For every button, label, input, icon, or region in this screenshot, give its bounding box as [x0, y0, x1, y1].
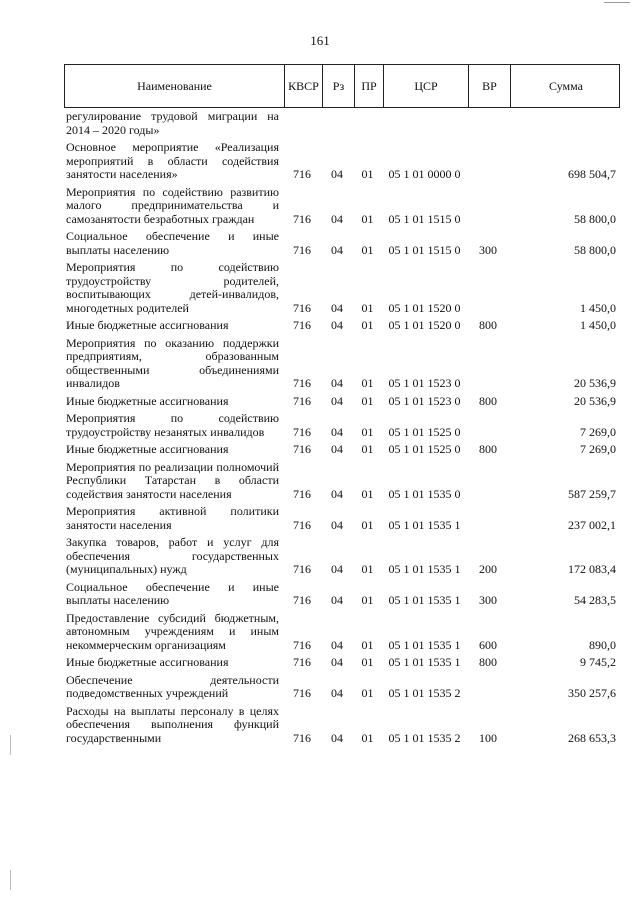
row-name: Иные бюджетные ассигнования — [66, 393, 229, 408]
row-pr: 01 — [361, 211, 374, 226]
row-sum: 7 269,0 — [580, 442, 616, 456]
row-sum: 54 283,5 — [574, 593, 616, 607]
row-name: Основное мероприятие «Реализация мероприятий в области содействия занятости населения» — [66, 140, 279, 181]
row-csr: 05 1 01 1525 0 — [388, 424, 461, 439]
row-kvsr: 716 — [293, 442, 311, 456]
table-row — [64, 261, 620, 315]
header-pr: ПР — [354, 65, 383, 107]
row-csr: 05 1 01 1535 2 — [388, 686, 461, 700]
row-rz: 04 — [331, 393, 343, 408]
row-rz: 04 — [331, 562, 343, 576]
row-rz: 04 — [331, 167, 343, 181]
row-rz: 04 — [331, 686, 343, 700]
row-name: Иные бюджетные ассигнования — [66, 318, 229, 332]
table-header — [64, 64, 620, 108]
row-csr: 05 1 01 1520 0 — [388, 318, 461, 332]
table-row — [64, 656, 620, 670]
row-csr: 05 1 01 1515 0 — [388, 211, 461, 226]
row-csr: 05 1 01 1523 0 — [388, 393, 461, 408]
row-sum: 7 269,0 — [580, 424, 616, 439]
row-sum: 1 450,0 — [580, 318, 616, 332]
row-name: Расходы на выплаты персоналу в целях обеспечения выполнения функций государственными — [66, 703, 279, 745]
scan-margin-mark — [10, 735, 11, 755]
table-row — [64, 461, 620, 502]
table-row — [64, 705, 620, 746]
row-vr: 200 — [479, 562, 497, 576]
header-csr: ЦСР — [383, 65, 468, 107]
row-pr: 01 — [361, 686, 374, 700]
row-pr: 01 — [361, 517, 374, 532]
row-pr: 01 — [361, 393, 374, 408]
scan-corner-mark — [604, 2, 630, 3]
row-rz: 04 — [331, 442, 343, 456]
row-rz: 04 — [331, 593, 343, 607]
row-rz: 04 — [331, 730, 343, 745]
row-rz: 04 — [331, 376, 343, 390]
row-kvsr: 716 — [293, 686, 311, 700]
row-kvsr: 716 — [293, 517, 311, 532]
row-csr: 05 1 01 1520 0 — [388, 300, 461, 315]
row-kvsr: 716 — [293, 300, 311, 315]
row-name: Предоставление субсидий бюджетным, автономным учреждениям и иным некоммерческим организациям — [66, 610, 279, 652]
row-name: регулирование трудовой миграции на 2014 – 2020 годы» — [66, 109, 279, 137]
row-sum: 20 536,9 — [574, 393, 616, 408]
row-kvsr: 716 — [293, 730, 311, 745]
row-pr: 01 — [361, 593, 374, 607]
table-row — [64, 337, 620, 391]
table-row — [64, 505, 620, 532]
row-kvsr: 716 — [293, 211, 311, 226]
row-vr: 800 — [479, 318, 497, 332]
table-row — [64, 674, 620, 701]
row-name: Мероприятия по содействию трудоустройству незанятых инвалидов — [66, 411, 279, 439]
row-name: Обеспечение деятельности подведомственных учреждений — [66, 672, 279, 700]
row-vr: 800 — [479, 393, 497, 408]
budget-table — [64, 64, 620, 745]
row-kvsr: 716 — [293, 486, 311, 501]
table-row — [64, 186, 620, 227]
row-csr: 05 1 01 1535 1 — [388, 562, 461, 576]
row-sum: 698 504,7 — [568, 167, 616, 181]
row-pr: 01 — [361, 730, 374, 745]
row-sum: 268 653,3 — [568, 730, 616, 745]
row-csr: 05 1 01 1535 2 — [388, 730, 461, 745]
row-vr: 600 — [479, 637, 497, 652]
table-row — [64, 412, 620, 439]
row-rz: 04 — [331, 424, 343, 439]
row-pr: 01 — [361, 242, 374, 257]
table-row — [64, 395, 620, 409]
row-csr: 05 1 01 1535 1 — [388, 637, 461, 652]
header-rz: Рз — [322, 65, 354, 107]
row-kvsr: 716 — [293, 562, 311, 576]
row-pr: 01 — [361, 300, 374, 315]
page-number: 161 — [310, 33, 330, 48]
row-kvsr: 716 — [293, 424, 311, 439]
row-rz: 04 — [331, 300, 343, 315]
row-csr: 05 1 01 1525 0 — [388, 442, 461, 456]
row-sum: 58 800,0 — [574, 242, 616, 257]
row-pr: 01 — [361, 562, 374, 576]
row-kvsr: 716 — [293, 242, 311, 257]
row-vr: 300 — [479, 242, 497, 257]
row-sum: 587 259,7 — [568, 486, 616, 501]
header-vr: ВР — [468, 65, 510, 107]
table-row — [64, 536, 620, 577]
row-sum: 890,0 — [589, 637, 616, 652]
row-vr: 800 — [479, 442, 497, 456]
row-pr: 01 — [361, 655, 374, 669]
row-csr: 05 1 01 1523 0 — [388, 376, 461, 390]
row-pr: 01 — [361, 637, 374, 652]
table-row — [64, 612, 620, 653]
row-vr: 300 — [479, 593, 497, 607]
row-kvsr: 716 — [293, 376, 311, 390]
row-rz: 04 — [331, 211, 343, 226]
row-kvsr: 716 — [293, 393, 311, 408]
row-vr: 100 — [479, 730, 497, 745]
row-pr: 01 — [361, 167, 374, 181]
row-name: Иные бюджетные ассигнования — [66, 442, 229, 456]
table-row — [64, 110, 620, 137]
row-name: Мероприятия по реализации полномочий Республики Татарстан в области содействия занятости населения — [66, 459, 279, 501]
table-row — [64, 230, 620, 257]
row-sum: 172 083,4 — [568, 562, 616, 576]
row-csr: 05 1 01 0000 0 — [388, 167, 461, 181]
row-rz: 04 — [331, 242, 343, 257]
row-name: Иные бюджетные ассигнования — [66, 655, 229, 669]
header-sum: Сумма — [510, 65, 621, 107]
row-kvsr: 716 — [293, 655, 311, 669]
row-pr: 01 — [361, 442, 374, 456]
row-vr: 800 — [479, 655, 497, 669]
row-sum: 9 745,2 — [580, 655, 616, 669]
row-name: Мероприятия по содействию развитию малого предпринимательства и самозанятости безработных граждан — [66, 184, 279, 226]
row-kvsr: 716 — [293, 637, 311, 652]
row-name: Мероприятия по оказанию поддержки предприятиям, образованным общественными объединениями инвалидов — [66, 335, 279, 390]
row-csr: 05 1 01 1535 1 — [388, 593, 461, 607]
header-name: Наименование — [137, 78, 212, 93]
row-rz: 04 — [331, 637, 343, 652]
row-csr: 05 1 01 1535 0 — [388, 486, 461, 501]
row-name: Мероприятия активной политики занятости населения — [66, 504, 279, 532]
row-sum: 20 536,9 — [574, 376, 616, 390]
row-sum: 1 450,0 — [580, 300, 616, 315]
scan-margin-mark — [10, 870, 11, 890]
row-name: Закупка товаров, работ и услуг для обеспечения государственных (муниципальных) нужд — [66, 535, 279, 576]
table-row — [64, 581, 620, 608]
row-rz: 04 — [331, 655, 343, 669]
row-csr: 05 1 01 1535 1 — [388, 655, 461, 669]
row-rz: 04 — [331, 486, 343, 501]
row-pr: 01 — [361, 424, 374, 439]
row-name: Мероприятия по содействию трудоустройству родителей, воспитывающих детей-инвалидов, многодетных родителей — [66, 260, 279, 315]
table-row — [64, 319, 620, 333]
row-sum: 237 002,1 — [568, 517, 616, 532]
row-kvsr: 716 — [293, 167, 311, 181]
table-row — [64, 141, 620, 182]
header-kvsr: КВСР — [284, 65, 322, 107]
row-kvsr: 716 — [293, 593, 311, 607]
table-body — [64, 110, 620, 745]
row-rz: 04 — [331, 517, 343, 532]
row-pr: 01 — [361, 486, 374, 501]
row-kvsr: 716 — [293, 318, 311, 332]
row-sum: 350 257,6 — [568, 686, 616, 700]
row-csr: 05 1 01 1515 0 — [388, 242, 461, 257]
table-row — [64, 443, 620, 457]
row-csr: 05 1 01 1535 1 — [388, 517, 461, 532]
row-name: Социальное обеспечение и иные выплаты населению — [66, 229, 279, 257]
row-sum: 58 800,0 — [574, 211, 616, 226]
row-pr: 01 — [361, 318, 374, 332]
row-name: Социальное обеспечение и иные выплаты населению — [66, 579, 279, 607]
row-rz: 04 — [331, 318, 343, 332]
row-pr: 01 — [361, 376, 374, 390]
